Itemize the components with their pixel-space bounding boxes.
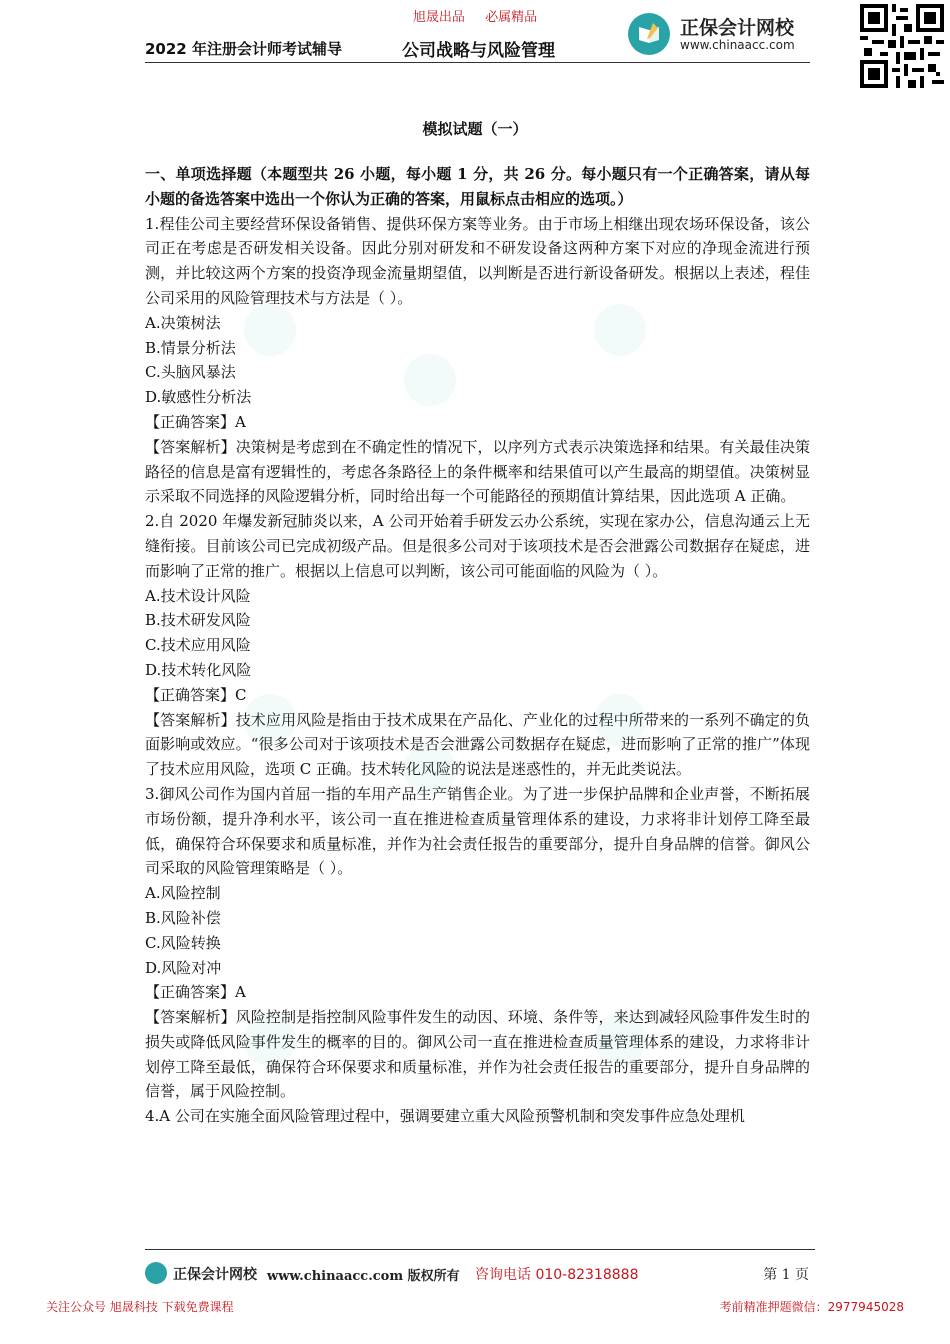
question-2-answer: 【正确答案】C [145,685,247,704]
logo-url: www.chinaacc.com [680,38,795,52]
footer-school: 正保会计网校 [173,1267,257,1283]
question-2-option-d: D.技术转化风险 [145,660,252,679]
question-3-analysis: 【答案解析】风险控制是指控制风险事件发生的动因、环境、条件等，来达到减轻风险事件发生时的损失或降低风险事件发生的概率的目的。御风公司一直在推进检查质量管理体系的建设，力求将非计划停工降至最低，确保符合环保要求和质量标准，并作为社会责任报告的重要部分，提升自身品牌的信誉，属于风险控制。 [145,1008,810,1101]
question-3-option-d: D.风险对冲 [145,958,222,977]
section-heading: 一、单项选择题（本题型共 26 小题，每小题 1 分，共 26 分。每小题只有一个正确答案，请从每小题的备选答案中选出一个你认为正确的答案，用鼠标点击相应的选项。） [145,165,810,208]
page-number: 第 1 页 [763,1267,809,1283]
question-2-analysis: 【答案解析】技术应用风险是指由于技术成果在产品化、产业化的过程中所带来的一系列不确定的负面影响或效应。“很多公司对于该项技术是否会泄露公司数据存在疑虑，进而影响了正常的推广”体现了技术应用风险，选项 C 正确。技术转化风险的说法是迷惑性的，并无此类说法。 [145,710,810,779]
question-2-option-b: B.技术研发风险 [145,611,251,630]
question-3-stem: 3.御风公司作为国内首屈一指的车用产品生产销售企业。为了进一步保护品牌和企业声誉，不断拓展市场份额，提升净利水平，该公司一直在推进检查质量管理体系的建设，力求将非计划停工降至最低，确保符合环保要求和质量标准，并作为社会责任报告的重要部分，提升自身品牌的信誉。御风公司采取的风险管理策略是（ ）。 [145,784,810,878]
logo-name: 正保会计网校 [680,17,795,39]
question-1-stem: 1.程佳公司主要经营环保设备销售、提供环保方案等业务。由于市场上相继出现农场环保设备，该公司正在考虑是否研发相关设备。因此分别对研发和不研发设备这两种方案下对应的净现金流进行预测，并比较这两个方案的投资净现金流量期望值，以判断是否进行新设备研发。根据以上表述，程佳公司采用的风险管理技术与方法是（ ）。 [145,214,810,307]
question-3-answer: 【正确答案】A [145,983,246,1002]
question-2-option-a: A.技术设计风险 [145,586,251,605]
qr-code-icon [860,4,944,88]
question-3-option-b: B.风险补偿 [145,908,221,927]
subject-title: 公司战略与风险管理 [402,41,555,61]
footer-copyright: www.chinaacc.com 版权所有 [267,1269,460,1284]
question-1-analysis: 【答案解析】决策树是考虑到在不确定性的情况下，以序列方式表示决策选择和结果。有关最佳决策路径的信息是富有逻辑性的，考虑各条路径上的条件概率和结果值可以产生最高的期望值。决策树显示采取不同选择的风险逻辑分析，同时给出每一个可能路径的预期值计算结果，因此选项 A 正确。 [145,437,810,506]
footer-divider [145,1249,815,1250]
banner-right: 必属精品 [485,10,538,25]
question-3-option-a: A.风险控制 [145,884,221,903]
question-1-option-c: C.头脑风暴法 [145,363,236,382]
question-3-option-c: C.风险转换 [145,933,221,952]
question-1-option-d: D.敏感性分析法 [145,388,252,407]
question-4-stem: 4.A 公司在实施全面风险管理过程中，强调要建立重大风险预警机制和突发事件应急处理机 [145,1107,745,1126]
footer-phone: 咨询电话 010-82318888 [475,1267,639,1283]
banner-left: 旭晟出品 [412,10,465,25]
brand-logo [628,10,813,58]
header-divider [145,62,810,63]
question-1-option-b: B.情景分析法 [145,338,236,357]
page-footer [145,1262,815,1286]
question-2-stem: 2.自 2020 年爆发新冠肺炎以来，A 公司开始着手研发云办公系统，实现在家办公，信息沟通云上无缝衔接。目前该公司已完成初级产品。但是很多公司对于该项技术是否会泄露公司数据存在疑虑，进而影响了正常的推广。根据以上信息可以判断，该公司可能面临的风险为（ ）。 [145,512,810,580]
question-1-option-a: A.决策树法 [145,313,221,332]
exam-series-title: 2022 年注册会计师考试辅导 [145,40,342,58]
question-1-answer: 【正确答案】A [145,412,246,431]
question-2-option-c: C.技术应用风险 [145,636,251,655]
bottom-promo-left: 关注公众号 旭晟科技 下载免费课程 [46,1300,234,1314]
footer-logo-icon [145,1262,167,1284]
bottom-promo-right: 考前精准押题微信：2977945028 [719,1300,904,1314]
book-pen-logo-icon [628,13,670,55]
document-body [145,162,810,1129]
document-title: 模拟试题（一） [422,120,528,138]
